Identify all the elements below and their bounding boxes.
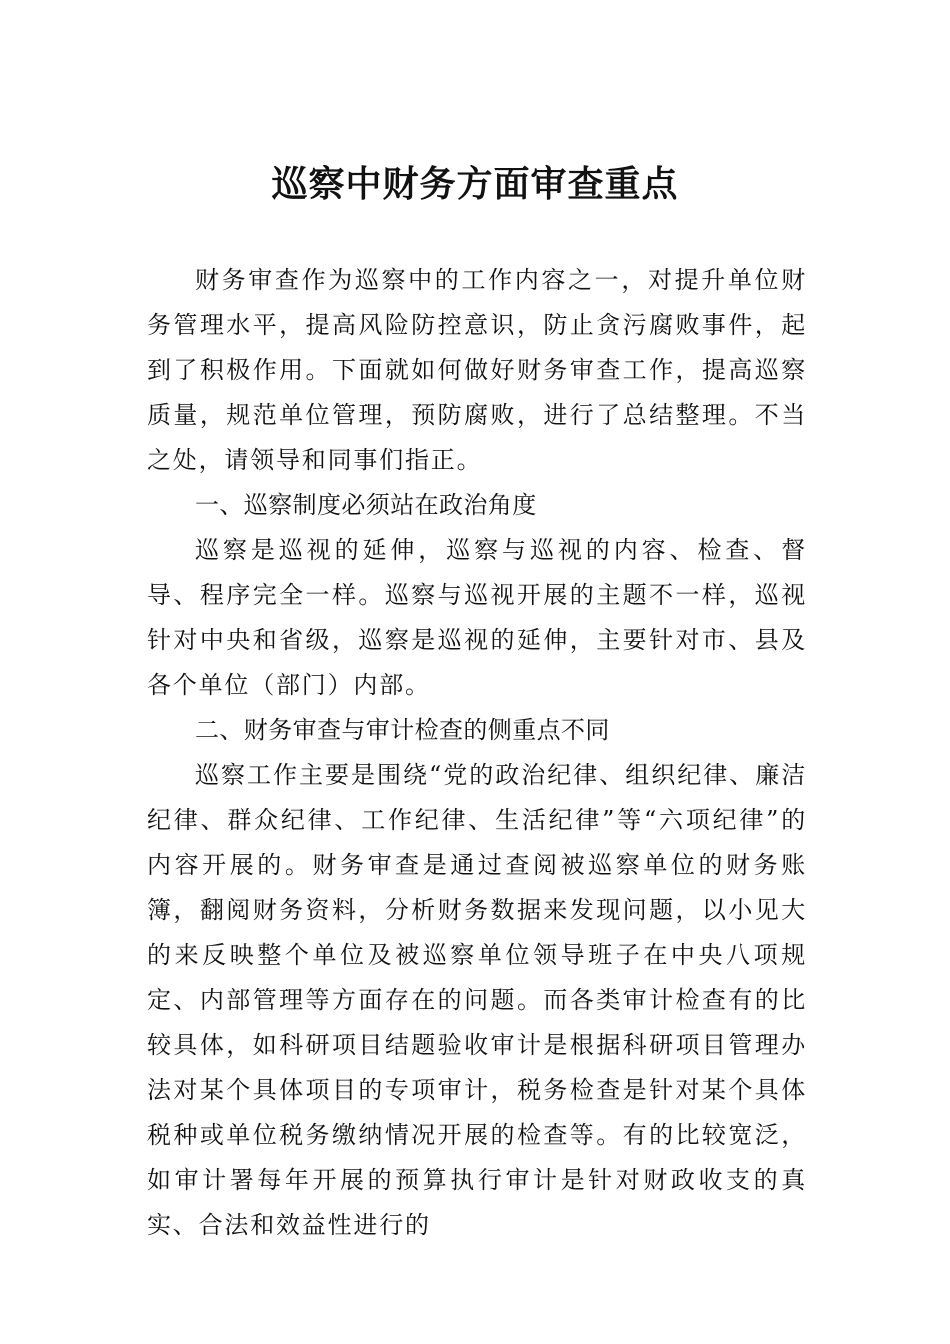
document-body: [147, 258, 807, 1248]
section-1-heading: 一、巡察制度必须站在政治角度: [195, 491, 537, 519]
document-title: 巡察中财务方面审查重点: [271, 163, 679, 205]
intro-paragraph: 财务审查作为巡察中的工作内容之一，对提升单位财务管理水平，提高风险防控意识，防止贪污腐败事件，起到了积极作用。下面就如何做好财务审查工作，提高巡察质量，规范单位管理，预防腐败，进行了总结整理。不当之处，请领导和同事们指正。: [147, 266, 807, 474]
section-1-paragraph: 巡察是巡视的延伸，巡察与巡视的内容、检查、督导、程序完全一样。巡察与巡视开展的主题不一样，巡视针对中央和省级，巡察是巡视的延伸，主要针对市、县及各个单位（部门）内部。: [147, 536, 807, 699]
section-2-paragraph: 巡察工作主要是围绕“党的政治纪律、组织纪律、廉洁纪律、群众纪律、工作纪律、生活纪律”等“六项纪律”的内容开展的。财务审查是通过查阅被巡察单位的财务账簿，翻阅财务资料，分析财务数据来发现问题，以小见大的来反映整个单位及被巡察单位领导班子在中央八项规定、内部管理等方面存在的问题。而各类审计检查有的比较具体，如科研项目结题验收审计是根据科研项目管理办法对某个具体项目的专项审计，税务检查是针对某个具体税种或单位税务缴纳情况开展的检查等。有的比较宽泛，如审计署每年开展的预算执行审计是针对财政收支的真实、合法和效益性进行的: [147, 761, 807, 1239]
section-2-heading: 二、财务审查与审计检查的侧重点不同: [195, 716, 610, 744]
